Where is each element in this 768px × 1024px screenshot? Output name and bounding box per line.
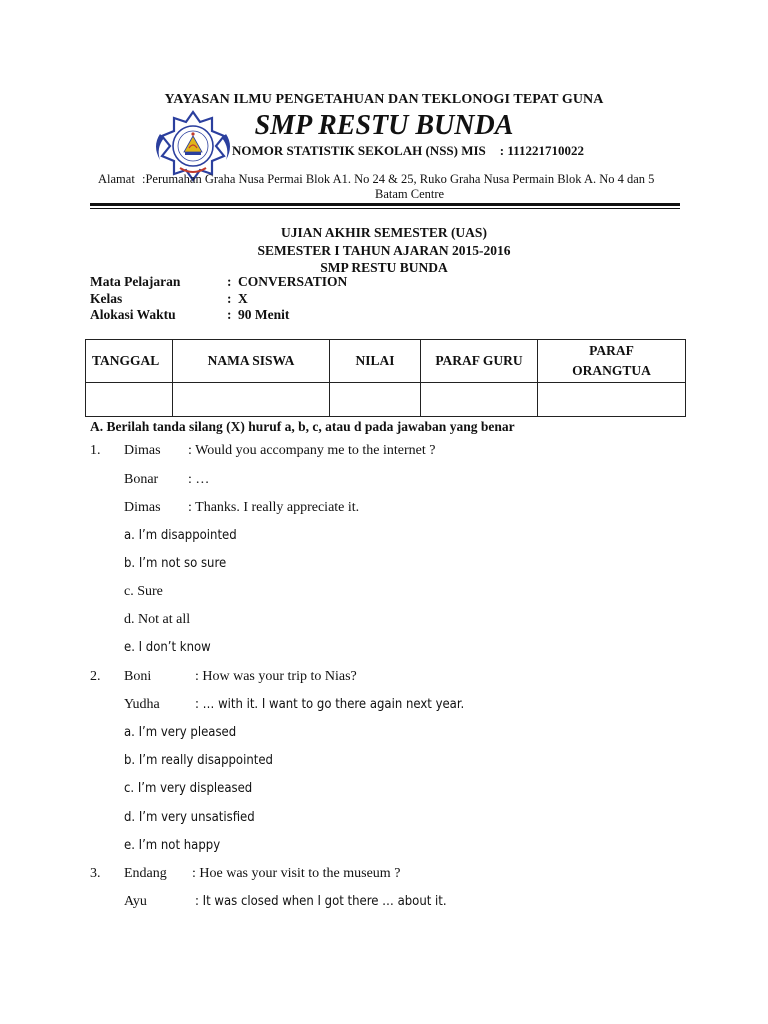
date-cell[interactable] — [86, 383, 173, 417]
question-3-number: 3. — [90, 866, 101, 881]
question-2-option-b[interactable]: b. I’m really disappointed — [124, 753, 273, 768]
exam-title-line-1: UJIAN AKHIR SEMESTER (UAS) — [281, 225, 487, 240]
question-1-option-d[interactable]: d. Not at all — [124, 612, 191, 627]
question-2-option-c[interactable]: c. I’m very displeased — [124, 781, 253, 796]
question-2-option-e[interactable]: e. I’m not happy — [124, 838, 221, 853]
exam-title-line-3: SMP RESTU BUNDA — [320, 260, 448, 275]
header-date: TANGGAL — [86, 340, 173, 383]
address-label: Alamat — [98, 172, 135, 186]
question-1-option-a[interactable]: a. I’m disappointed — [124, 528, 237, 543]
info-colon: : — [227, 274, 232, 289]
signature-table — [85, 339, 686, 417]
info-label: Mata Pelajaran — [90, 274, 181, 289]
info-colon: : — [227, 290, 232, 306]
header-parent-signature-line-1: PARAF — [589, 343, 634, 358]
table-row — [86, 383, 686, 417]
nss-value: : 111221710022 — [499, 143, 584, 158]
parent-signature-cell[interactable] — [538, 383, 686, 417]
score-cell[interactable] — [330, 383, 421, 417]
info-colon: : — [227, 307, 232, 322]
question-3-speaker-1: Endang — [124, 866, 167, 881]
question-2-line-1: : How was your trip to Nias? — [195, 669, 357, 684]
question-1-line-1: : Would you accompany me to the internet ? — [188, 443, 436, 458]
info-row-subject — [90, 274, 490, 291]
info-value: 90 Menit — [238, 307, 290, 322]
info-row-duration — [90, 307, 490, 324]
question-2-option-d[interactable]: d. I’m very unsatisfied — [124, 810, 255, 825]
question-2-speaker-2: Yudha — [124, 697, 160, 712]
question-1-speaker-1: Dimas — [124, 443, 161, 458]
header-student-name: NAMA SISWA — [173, 340, 330, 383]
info-value: CONVERSATION — [238, 274, 348, 289]
question-1-option-b[interactable]: b. I’m not so sure — [124, 556, 227, 571]
header-teacher-signature: PARAF GURU — [421, 340, 538, 383]
info-label: Kelas — [90, 290, 123, 306]
school-name: SMP RESTU BUNDA — [254, 110, 514, 141]
question-1-option-c[interactable]: c. Sure — [124, 584, 163, 599]
header-divider-thin — [90, 208, 680, 209]
info-value: X — [238, 290, 248, 306]
nss-label: NOMOR STATISTIK SEKOLAH (NSS) MIS — [232, 143, 486, 158]
question-1-line-2: : … — [188, 472, 210, 487]
question-1-line-3: : Thanks. I really appreciate it. — [188, 500, 360, 515]
exam-title-line-2: SEMESTER I TAHUN AJARAN 2015-2016 — [257, 242, 511, 258]
question-1-speaker-2: Bonar — [124, 472, 159, 487]
header-parent-signature-line-2: ORANGTUA — [572, 363, 651, 378]
address-line-2: Batam Centre — [375, 187, 445, 201]
section-a-instruction: A. Berilah tanda silang (X) huruf a, b, c, atau d pada jawaban yang benar — [90, 419, 515, 434]
table-header-row — [86, 340, 686, 383]
nss-line — [232, 143, 584, 159]
exam-title — [0, 224, 768, 277]
header-divider-thick — [90, 203, 680, 206]
question-3-speaker-2: Ayu — [124, 894, 147, 909]
header-score: NILAI — [330, 340, 421, 383]
address-line-1: :Perumahan Graha Nusa Permai Blok A1. No 24 & 25, Ruko Graha Nusa Permain Blok A. No 4 dan 5 — [142, 172, 655, 186]
question-2-line-2: : … with it. I want to go there again next year. — [195, 697, 465, 712]
student-name-cell[interactable] — [173, 383, 330, 417]
question-3-line-1: : Hoe was your visit to the museum ? — [192, 866, 401, 881]
foundation-name: YAYASAN ILMU PENGETAHUAN DAN TEKLONOGI TEPAT GUNA — [164, 92, 604, 107]
info-row-class — [90, 291, 490, 308]
question-1-number: 1. — [90, 443, 101, 458]
exam-info — [90, 274, 490, 324]
school-address — [98, 172, 678, 202]
info-label: Alokasi Waktu — [90, 307, 176, 322]
question-2-option-a[interactable]: a. I’m very pleased — [124, 725, 237, 740]
question-1-speaker-3: Dimas — [124, 500, 161, 515]
question-2-speaker-1: Boni — [124, 669, 152, 684]
header-parent-signature — [538, 340, 686, 383]
question-1-option-e[interactable]: e. I don’t know — [124, 640, 211, 655]
teacher-signature-cell[interactable] — [421, 383, 538, 417]
question-3-line-2: : It was closed when I got there … about it. — [195, 894, 447, 909]
question-2-number: 2. — [90, 669, 101, 684]
